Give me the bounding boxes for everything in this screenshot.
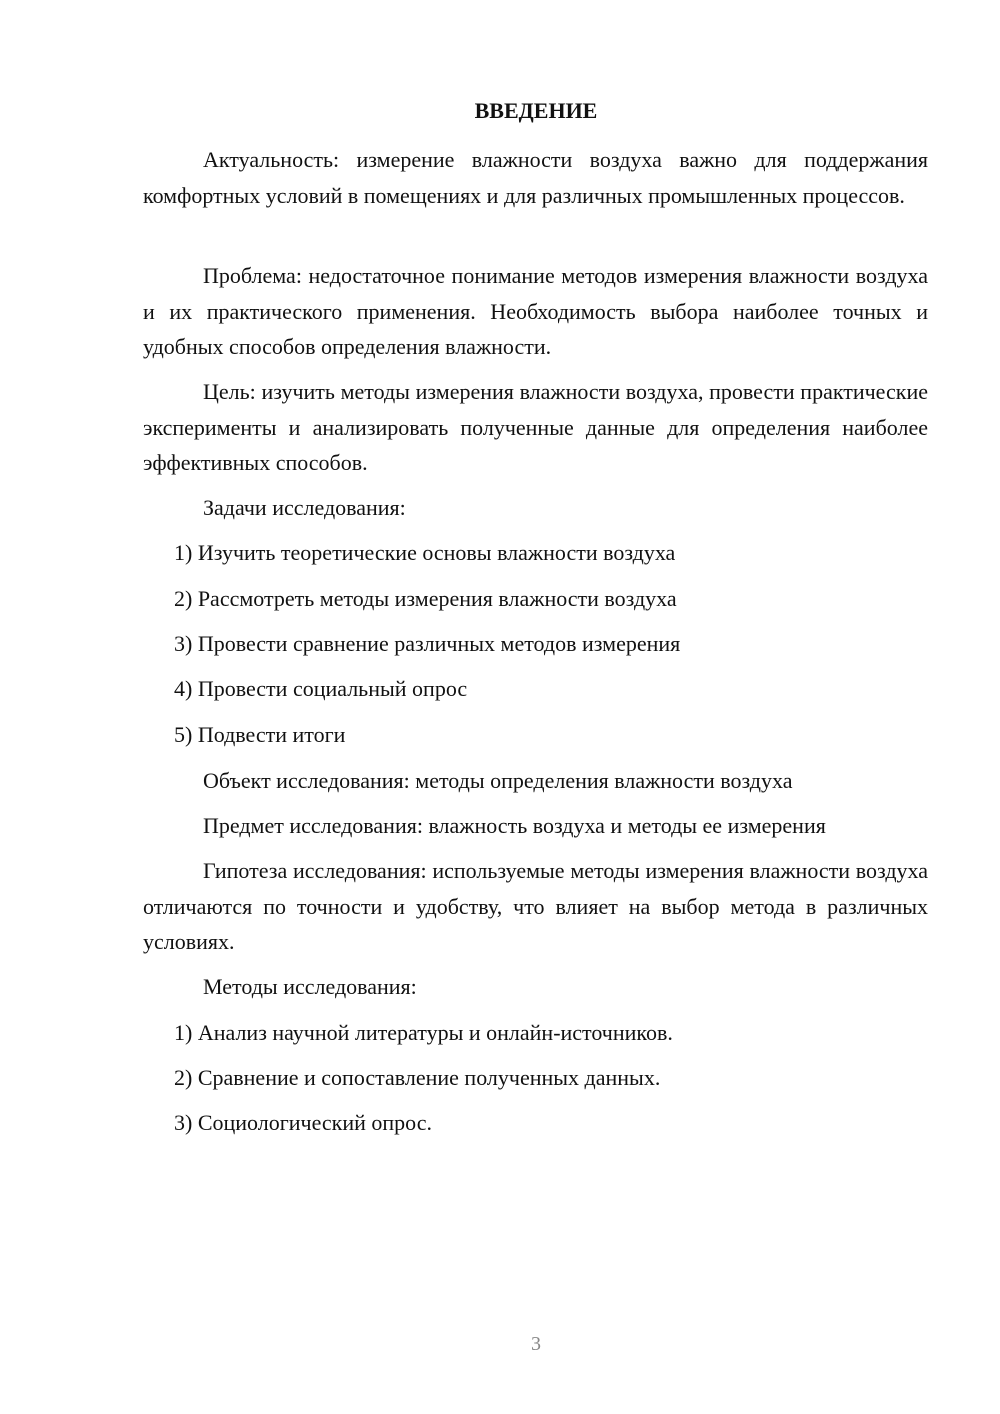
task-item: 4) Провести социальный опрос bbox=[174, 676, 468, 701]
problem-paragraph: Проблема: недостаточное понимание методов измерения влажности воздуха и их практического применения. Необходимость выбора наиболее точных и удобных способов определения влажности. bbox=[143, 263, 928, 359]
method-item: 3) Социологический опрос. bbox=[174, 1110, 432, 1135]
method-item: 2) Сравнение и сопоставление полученных данных. bbox=[174, 1065, 661, 1090]
task-item: 1) Изучить теоретические основы влажности воздуха bbox=[174, 540, 676, 565]
page-title: ВВЕДЕНИЕ bbox=[474, 98, 598, 123]
task-item: 5) Подвести итоги bbox=[174, 722, 346, 747]
tasks-heading: Задачи исследования: bbox=[203, 495, 406, 520]
methods-heading: Методы исследования: bbox=[203, 974, 417, 999]
task-item: 3) Провести сравнение различных методов измерения bbox=[174, 631, 681, 656]
relevance-paragraph: Актуальность: измерение влажности воздуха важно для поддержания комфортных условий в помещениях и для различных промышленных процессов. bbox=[143, 147, 928, 208]
goal-paragraph: Цель: изучить методы измерения влажности воздуха, провести практические эксперименты и анализировать полученные данные для определения наиболее эффективных способов. bbox=[143, 379, 928, 475]
page-number: 3 bbox=[531, 1333, 541, 1355]
hypothesis-paragraph: Гипотеза исследования: используемые методы измерения влажности воздуха отличаются по точности и удобству, что влияет на выбор метода в различных условиях. bbox=[143, 858, 928, 954]
subject-line: Предмет исследования: влажность воздуха и методы ее измерения bbox=[203, 813, 826, 838]
method-item: 1) Анализ научной литературы и онлайн-источников. bbox=[174, 1020, 673, 1045]
task-item: 2) Рассмотреть методы измерения влажности воздуха bbox=[174, 586, 677, 611]
object-line: Объект исследования: методы определения влажности воздуха bbox=[203, 768, 793, 793]
